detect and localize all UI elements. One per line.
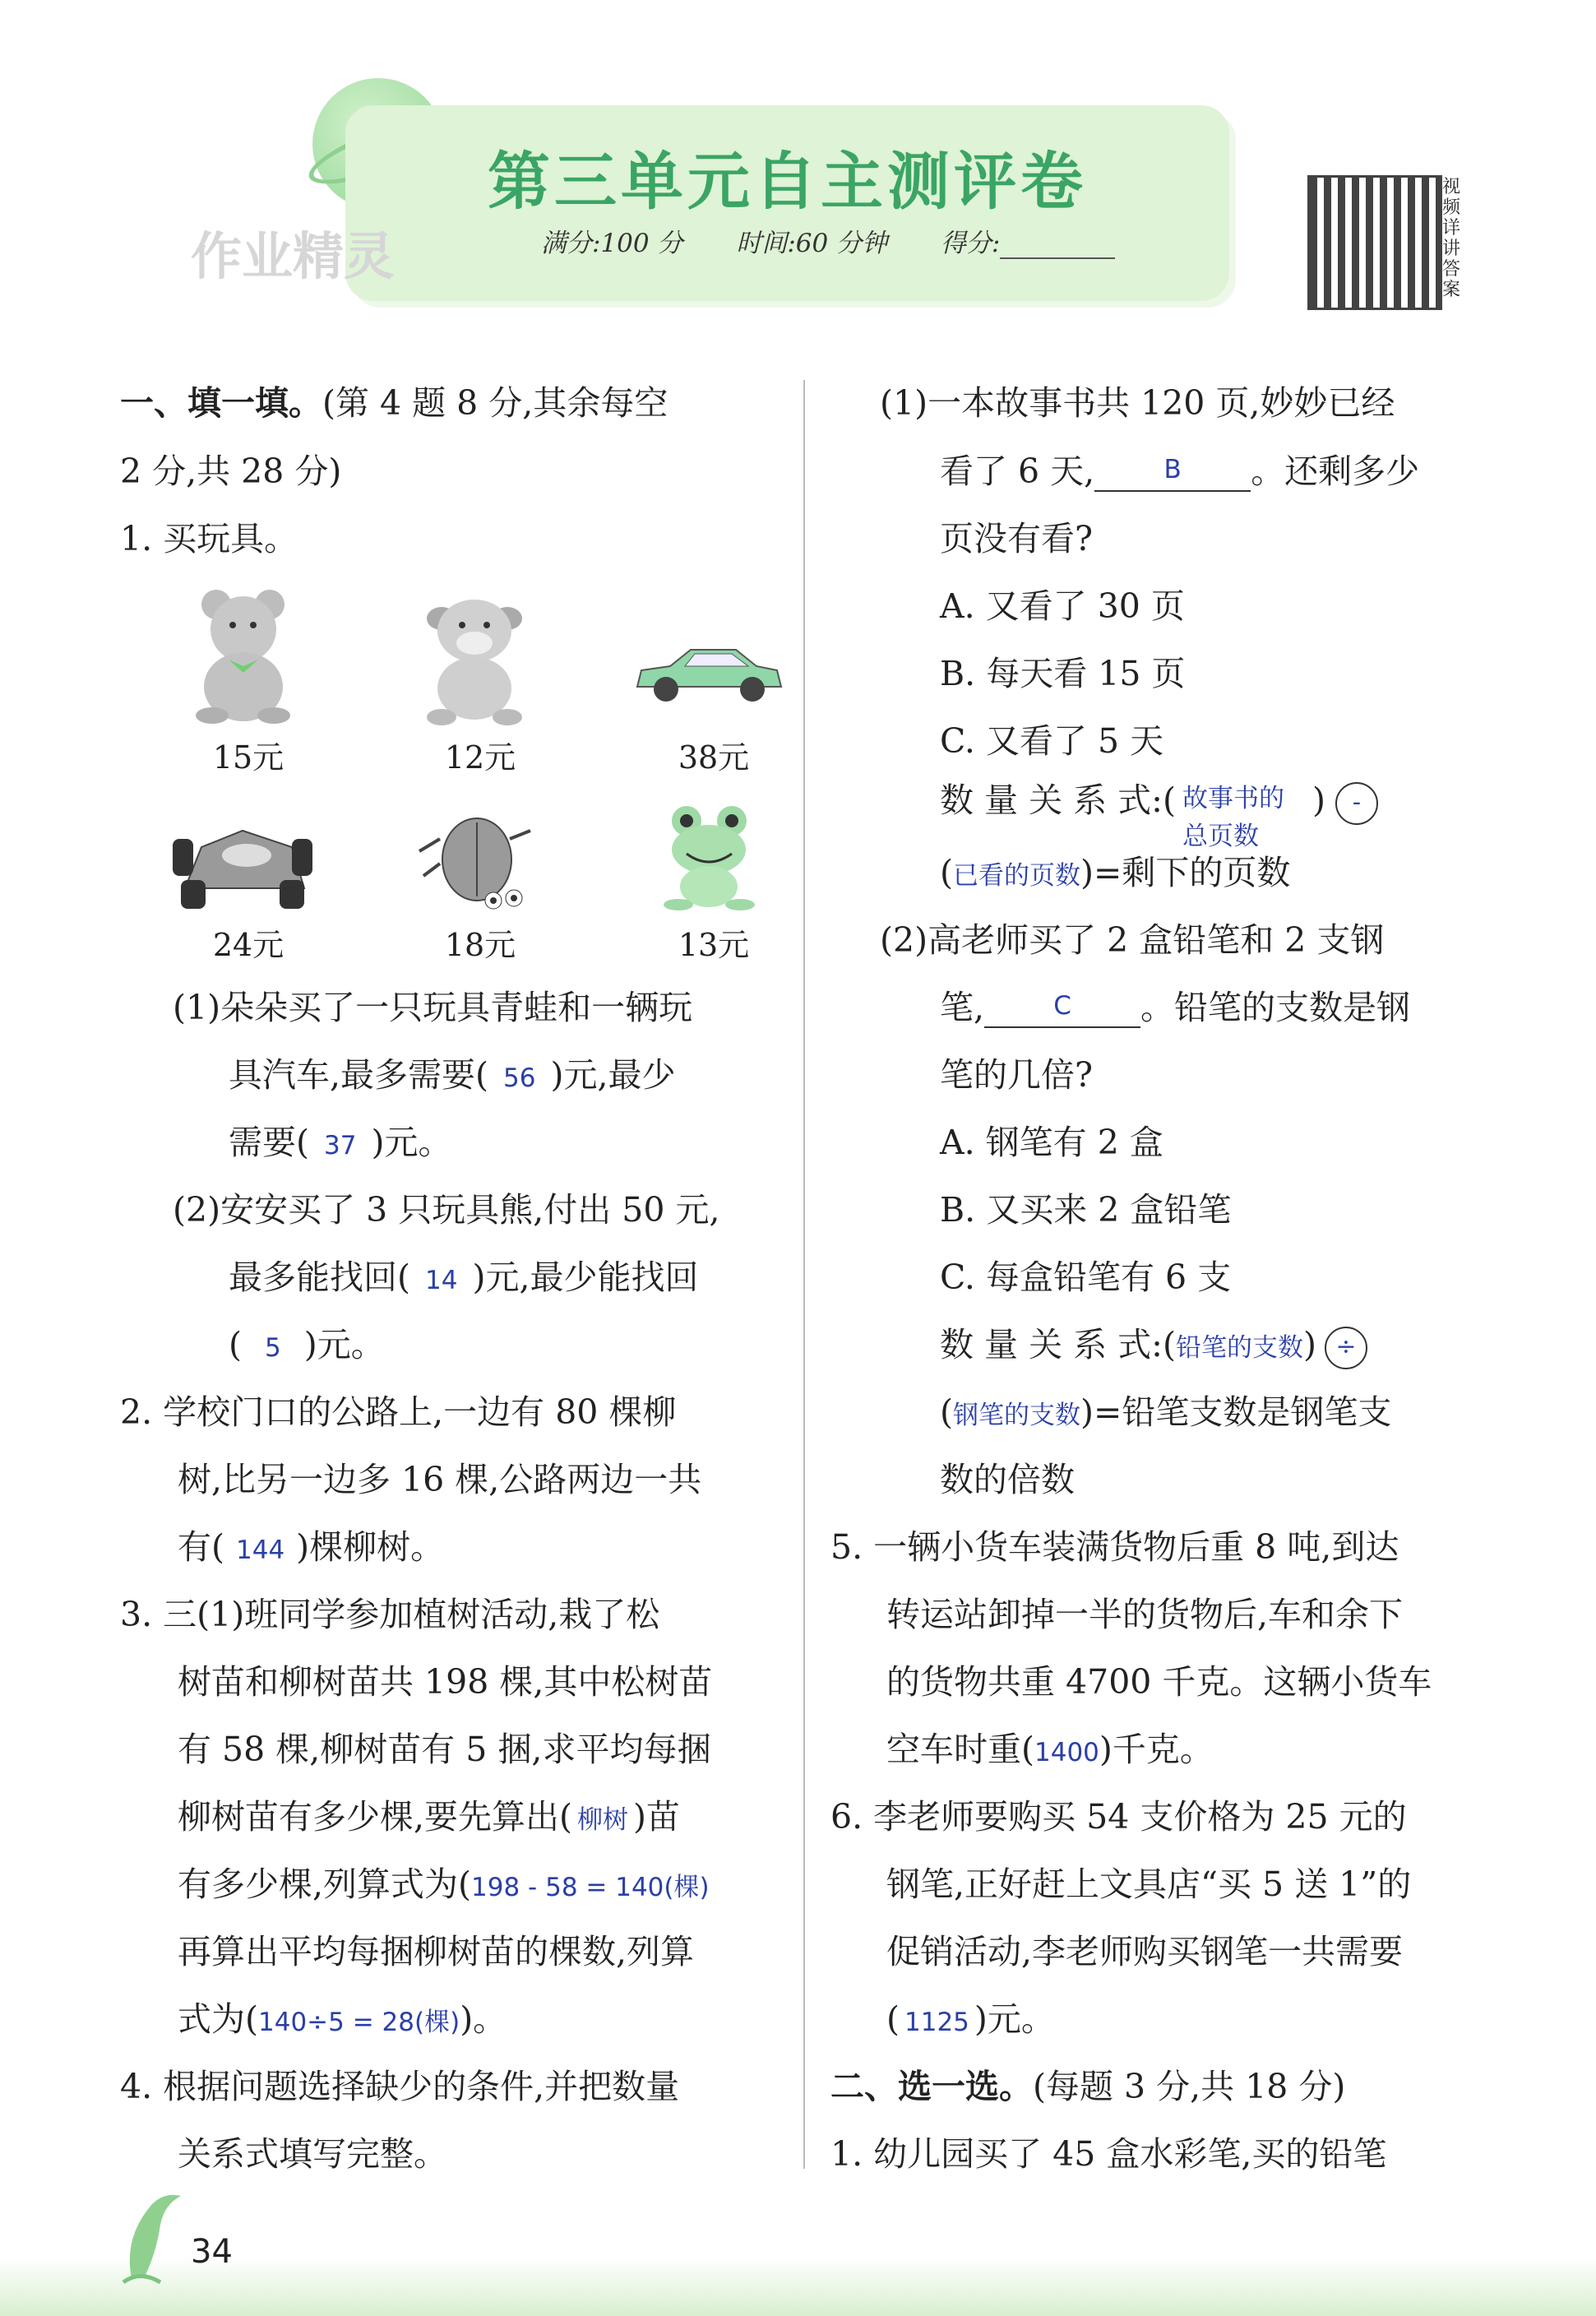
operator-circle: ÷ bbox=[1325, 1327, 1367, 1369]
answer: 14 bbox=[425, 1266, 458, 1295]
qr-code-icon[interactable] bbox=[1307, 175, 1442, 310]
q1-part1-line2: 具汽车,最多需要( 56 )元,最少 bbox=[229, 1055, 676, 1095]
q2-line2: 树,比另一边多 16 棵,公路两边一共 bbox=[178, 1460, 702, 1499]
q3-line1: 3. 三(1)班同学参加植树活动,栽了松 bbox=[120, 1595, 660, 1634]
q4-part2-relation: 数 量 关 系 式:(铅笔的支数) ÷ bbox=[940, 1324, 1367, 1369]
q6-line4: ( 1125 )元。 bbox=[886, 1999, 1055, 2039]
q4-part1-line3: 页没有看? bbox=[940, 519, 1093, 558]
toy-price: 15元 bbox=[212, 739, 285, 776]
section2-heading: 二、选一选。(每题 3 分,共 18 分) bbox=[830, 2067, 1346, 2106]
q1-part1-line1: (1)朵朵买了一只玩具青蛙和一辆玩 bbox=[173, 988, 693, 1027]
answer: 1400 bbox=[1034, 1738, 1099, 1767]
toy-price: 13元 bbox=[678, 927, 750, 963]
answer: 140÷5 = 28(棵) bbox=[258, 2008, 460, 2037]
q3-line4: 柳树苗有多少棵,要先算出( 柳树 )苗 bbox=[178, 1797, 681, 1837]
q6-line2: 钢笔,正好赶上文具店“买 5 送 1”的 bbox=[886, 1864, 1412, 1904]
toy-price: 24元 bbox=[212, 927, 285, 963]
q6-line3: 促销活动,李老师购买钢笔一共需要 bbox=[886, 1932, 1404, 1971]
q5-line2: 转运站卸掉一半的货物后,车和余下 bbox=[886, 1595, 1404, 1634]
answer: 198 - 58 = 140(棵) bbox=[471, 1873, 710, 1902]
answer-blank[interactable] bbox=[984, 992, 1140, 1028]
option: C. 又看了 5 天 bbox=[940, 721, 1164, 761]
q5-line3: 的货物共重 4700 千克。这辆小货车 bbox=[886, 1662, 1432, 1702]
answer: B bbox=[1163, 455, 1182, 484]
dolphin-icon bbox=[115, 2188, 189, 2286]
answer: 故事书的总页数 bbox=[1182, 784, 1284, 851]
beetle-toy-icon bbox=[415, 806, 539, 913]
answer: C bbox=[1053, 991, 1071, 1021]
q1-part1-line3: 需要( 37 )元。 bbox=[229, 1123, 452, 1162]
option: B. 每天看 15 页 bbox=[940, 654, 1186, 693]
q2-line3: 有( 144 )棵柳树。 bbox=[178, 1527, 445, 1567]
answer: 柳树 bbox=[577, 1805, 629, 1835]
q4-part2-relation-line3: 数的倍数 bbox=[940, 1460, 1075, 1499]
operator-circle: - bbox=[1335, 782, 1378, 825]
toy-price: 18元 bbox=[444, 927, 516, 963]
q5-line1: 5. 一辆小货车装满货物后重 8 吨,到达 bbox=[830, 1527, 1399, 1567]
answer: 钢笔的支数 bbox=[953, 1401, 1080, 1430]
section1-note: 2 分,共 28 分) bbox=[120, 452, 342, 491]
q4-part2-line1: (2)高老师买了 2 盒铅笔和 2 支钢 bbox=[880, 920, 1385, 960]
answer: 144 bbox=[236, 1536, 285, 1565]
option: B. 又买来 2 盒铅笔 bbox=[940, 1190, 1232, 1230]
toy-price: 12元 bbox=[444, 739, 516, 776]
q1-title: 1. 买玩具。 bbox=[120, 519, 298, 558]
race-car-icon bbox=[169, 814, 317, 913]
answer: 已看的页数 bbox=[953, 861, 1080, 891]
option: C. 每盒铅笔有 6 支 bbox=[940, 1258, 1232, 1297]
answer: 5 bbox=[265, 1333, 281, 1363]
teddy-bear-icon bbox=[187, 584, 303, 724]
q4-part1-line2: 看了 6 天, B 。还剩多少 bbox=[940, 451, 1419, 492]
q1-part2-line1: (2)安安买了 3 只玩具熊,付出 50 元, bbox=[173, 1190, 720, 1230]
section2-q1: 1. 幼儿园买了 45 盒水彩笔,买的铅笔 bbox=[830, 2134, 1387, 2174]
page-title: 第三单元自主测评卷 bbox=[488, 145, 1087, 218]
qr-label: 视频详讲答案 bbox=[1442, 177, 1461, 300]
answer: 56 bbox=[503, 1063, 536, 1093]
score-blank bbox=[1000, 233, 1115, 259]
q3-line7: 式为(140÷5 = 28(棵))。 bbox=[178, 1999, 507, 2039]
column-divider bbox=[803, 380, 805, 2169]
answer: 1125 bbox=[904, 2008, 969, 2037]
q3-line2: 树苗和柳树苗共 198 棵,其中松树苗 bbox=[178, 1662, 713, 1702]
answer: 37 bbox=[324, 1131, 357, 1160]
q4-part2-line3: 笔的几倍? bbox=[940, 1055, 1093, 1095]
time-limit: 时间:60 分钟 bbox=[736, 229, 888, 258]
toy-price: 38元 bbox=[678, 739, 750, 776]
puppy-toy-icon bbox=[421, 594, 528, 725]
toy-car-icon bbox=[629, 642, 785, 707]
q5-line4: 空车时重(1400)千克。 bbox=[886, 1730, 1214, 1769]
q3-line3: 有 58 棵,柳树苗有 5 捆,求平均每捆 bbox=[178, 1730, 711, 1769]
answer-blank[interactable] bbox=[1094, 456, 1251, 492]
frog-toy-icon bbox=[662, 804, 756, 911]
q3-line6: 再算出平均每捆柳树苗的棵数,列算 bbox=[178, 1932, 695, 1971]
option: A. 又看了 30 页 bbox=[940, 586, 1185, 626]
page-number: 34 bbox=[191, 2233, 233, 2271]
footer-band bbox=[0, 2258, 1596, 2316]
score-label: 得分: bbox=[940, 229, 1001, 258]
q4-part2-line2: 笔, C 。铅笔的支数是钢 bbox=[940, 987, 1410, 1028]
q6-line1: 6. 李老师要购买 54 支价格为 25 元的 bbox=[830, 1797, 1407, 1837]
q1-part2-line3: ( 5 )元。 bbox=[229, 1325, 385, 1364]
section1-heading: 一、填一填。(第 4 题 8 分,其余每空 bbox=[120, 383, 668, 423]
answer: 铅笔的支数 bbox=[1175, 1333, 1303, 1363]
q1-part2-line2: 最多能找回( 14 )元,最少能找回 bbox=[229, 1258, 699, 1297]
q4-line1: 4. 根据问题选择缺少的条件,并把数量 bbox=[120, 2067, 680, 2106]
q4-part1-relation-line2: (已看的页数)=剩下的页数 bbox=[940, 853, 1291, 892]
q4-part1-relation: 数 量 关 系 式:( 故事书的总页数) - bbox=[940, 780, 1378, 855]
q4-part2-relation-line2: (钢笔的支数)=铅笔支数是钢笔支 bbox=[940, 1392, 1392, 1432]
exam-meta bbox=[541, 222, 1160, 259]
watermark: 作业精灵 bbox=[191, 226, 396, 286]
full-score: 满分:100 分 bbox=[541, 229, 683, 258]
q4-part1-line1: (1)一本故事书共 120 页,妙妙已经 bbox=[880, 383, 1395, 423]
q2-line1: 2. 学校门口的公路上,一边有 80 棵柳 bbox=[120, 1392, 677, 1432]
q4-line2: 关系式填写完整。 bbox=[178, 2134, 447, 2174]
option: A. 钢笔有 2 盒 bbox=[940, 1123, 1163, 1162]
q3-line5: 有多少棵,列算式为(198 - 58 = 140(棵) bbox=[178, 1864, 710, 1904]
